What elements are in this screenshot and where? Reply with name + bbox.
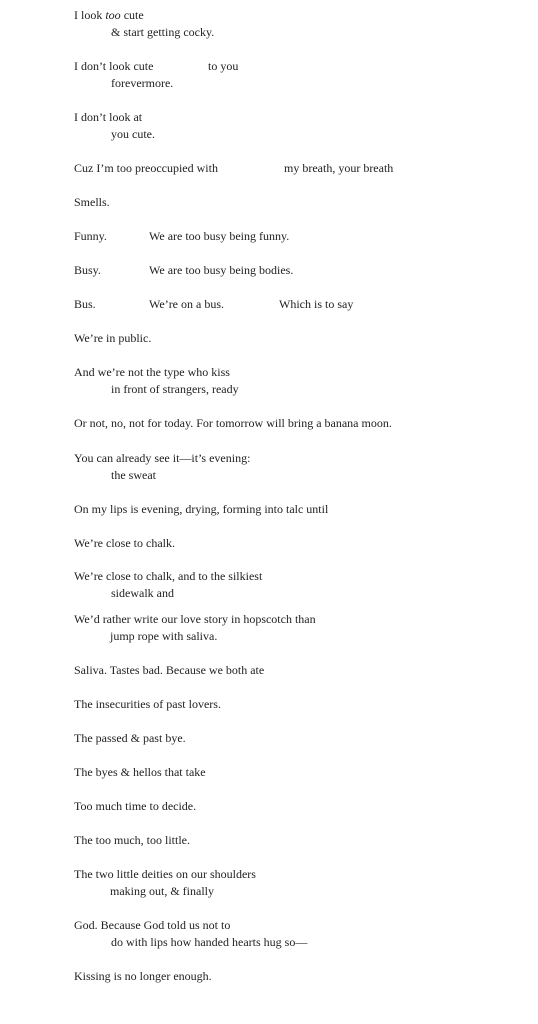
poem-line: Bus. <box>74 297 96 311</box>
poem-line: We’re close to chalk. <box>74 536 175 550</box>
line-text: cute <box>120 8 144 22</box>
poem-line: The too much, too little. <box>74 833 190 847</box>
poem-line: Kissing is no longer enough. <box>74 969 212 983</box>
poem-line: Busy. <box>74 263 101 277</box>
poem-line: The two little deities on our shoulders <box>74 867 256 881</box>
poem-line: I don’t look cute <box>74 59 154 73</box>
poem-line-indented: do with lips how handed hearts hug so— <box>111 935 308 949</box>
poem-line-indented: making out, & finally <box>110 884 214 898</box>
emphasis-text: too <box>105 8 121 22</box>
poem-line: Too much time to decide. <box>74 799 197 813</box>
line-text: I look <box>74 8 106 22</box>
poem-line: God. Because God told us not to <box>74 918 231 932</box>
poem-line-fragment: We are too busy being bodies. <box>149 263 294 277</box>
poem-line-indented: forevermore. <box>111 76 174 90</box>
poem-line-indented: in front of strangers, ready <box>111 382 239 396</box>
poem-line-fragment: We are too busy being funny. <box>149 229 290 243</box>
poem-line <box>74 7 144 24</box>
poem-line: You can already see it—it’s evening: <box>74 451 251 465</box>
poem-line: The insecurities of past lovers. <box>74 697 221 711</box>
poem-line-indented: the sweat <box>111 468 156 482</box>
poem-line-fragment: my breath, your breath <box>284 161 394 175</box>
poem-line: I don’t look at <box>74 110 143 124</box>
poem-line: The passed & past bye. <box>74 731 186 745</box>
poem-line: Saliva. Tastes bad. Because we both ate <box>74 663 265 677</box>
poem-line-fragment: We’re on a bus. <box>149 297 225 311</box>
poem-line-fragment: Which is to say <box>279 297 354 311</box>
poem-line: The byes & hellos that take <box>74 765 206 779</box>
poem-line-indented: & start getting cocky. <box>111 25 215 39</box>
poem-line: Or not, no, not for today. For tomorrow will bring a banana moon. <box>74 416 392 430</box>
poem-line: We’d rather write our love story in hopscotch than <box>74 612 316 626</box>
poem-line: We’re close to chalk, and to the silkiest <box>74 569 263 583</box>
poem-line-indented: sidewalk and <box>111 586 174 600</box>
poem-line-indented: jump rope with saliva. <box>110 629 218 643</box>
poem-line: Funny. <box>74 229 107 243</box>
poem-line: And we’re not the type who kiss <box>74 365 230 379</box>
poem-line-fragment: to you <box>208 59 239 73</box>
poem-line: Cuz I’m too preoccupied with <box>74 161 218 175</box>
poem-line: On my lips is evening, drying, forming into talc until <box>74 502 329 516</box>
poem-line-indented: you cute. <box>111 127 155 141</box>
poem-line: Smells. <box>74 195 110 209</box>
poem-line: We’re in public. <box>74 331 152 345</box>
